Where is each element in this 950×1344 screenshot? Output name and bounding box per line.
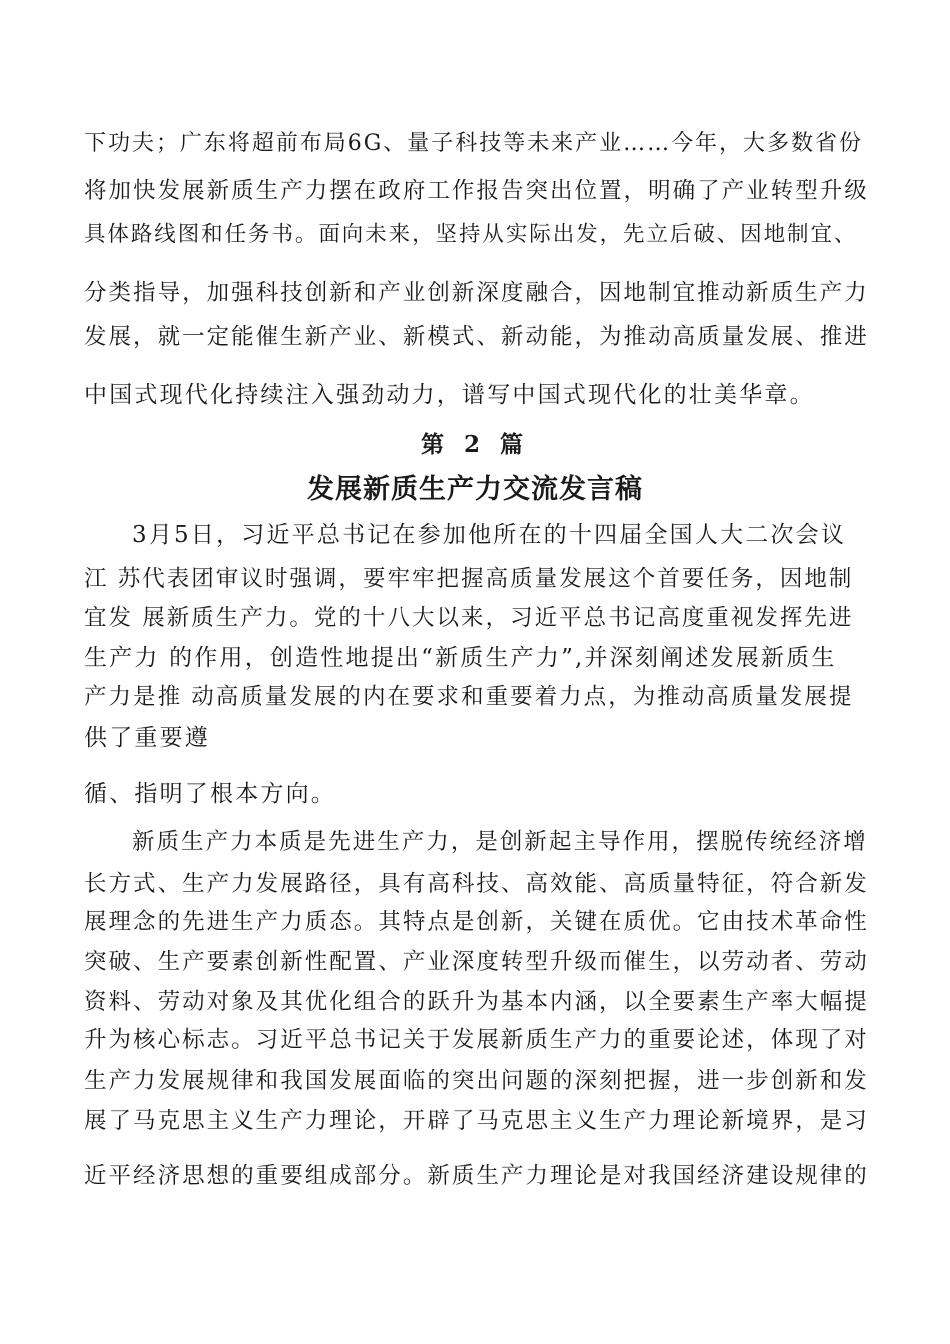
text-line: 产力是推 动高质量发展的内在要求和重要着力点，为推动高质量发展提 <box>84 684 854 710</box>
text-line: 突破、生产要素创新性配置、产业深度转型升级而催生，以劳动者、劳动 <box>84 949 869 975</box>
text-line: 中国式现代化持续注入强劲动力，谱写中国式现代化的壮美华章。 <box>84 382 815 408</box>
text-line: 升为核心标志。习近平总书记关于发展新质生产力的重要论述，体现了对 <box>84 1027 869 1053</box>
text-line: 供了重要遵 <box>84 725 210 751</box>
text-line: 展理念的先进生产力质态。其特点是创新，关键在质优。它由技术革命性 <box>84 909 869 935</box>
text-line: 近平经济思想的重要组成部分。新质生产力理论是对我国经济建设规律的 <box>84 1163 869 1189</box>
text-line: 资料、劳动对象及其优化组合的跃升为基本内涵，以全要素生产率大幅提 <box>84 989 869 1015</box>
text-line: 分类指导，加强科技创新和产业创新深度融合，因地制宜推动新质生产力 <box>84 280 869 306</box>
text-line: 3月5日，习近平总书记在参加他所在的十四届全国人大二次会议 <box>132 522 847 548</box>
text-line: 生产力发展规律和我国发展面临的突出问题的深刻把握，进一步创新和发 <box>84 1068 869 1094</box>
text-line: 循、指明了根本方向。 <box>84 781 336 807</box>
text-line: 宜发 展新质生产力。党的十八大以来，习近平总书记高度重视发挥先进 <box>84 605 854 631</box>
text-line: 新质生产力本质是先进生产力，是创新起主导作用，摆脱传统经济增 <box>132 829 868 855</box>
text-line: 江 苏代表团审议时强调，要牢牢把握高质量发展这个首要任务，因地制 <box>84 566 854 592</box>
text-line: 展了马克思主义生产力理论，开辟了马克思主义生产力理论新境界，是习 <box>84 1108 869 1134</box>
article-title: 发展新质生产力交流发言稿 <box>307 474 643 505</box>
text-line: 具体路线图和任务书。面向未来，坚持从实际出发，先立后破、因地制宜、 <box>84 222 858 247</box>
text-line: 下功夫；广东将超前布局6G、量子科技等未来产业……今年，大多数省份 <box>84 131 863 156</box>
text-line: 发展，就一定能催生新产业、新模式、新动能，为推动高质量发展、推进 <box>84 324 869 350</box>
article-label: 第 2 篇 <box>420 431 530 458</box>
text-line: 生产力 的作用，创造性地提出“新质生产力”,并深刻阐述发展新质生 <box>84 645 837 671</box>
text-line: 长方式、生产力发展路径，具有高科技、高效能、高质量特征，符合新发 <box>84 871 869 897</box>
text-line: 将加快发展新质生产力摆在政府工作报告突出位置，明确了产业转型升级 <box>84 178 869 204</box>
